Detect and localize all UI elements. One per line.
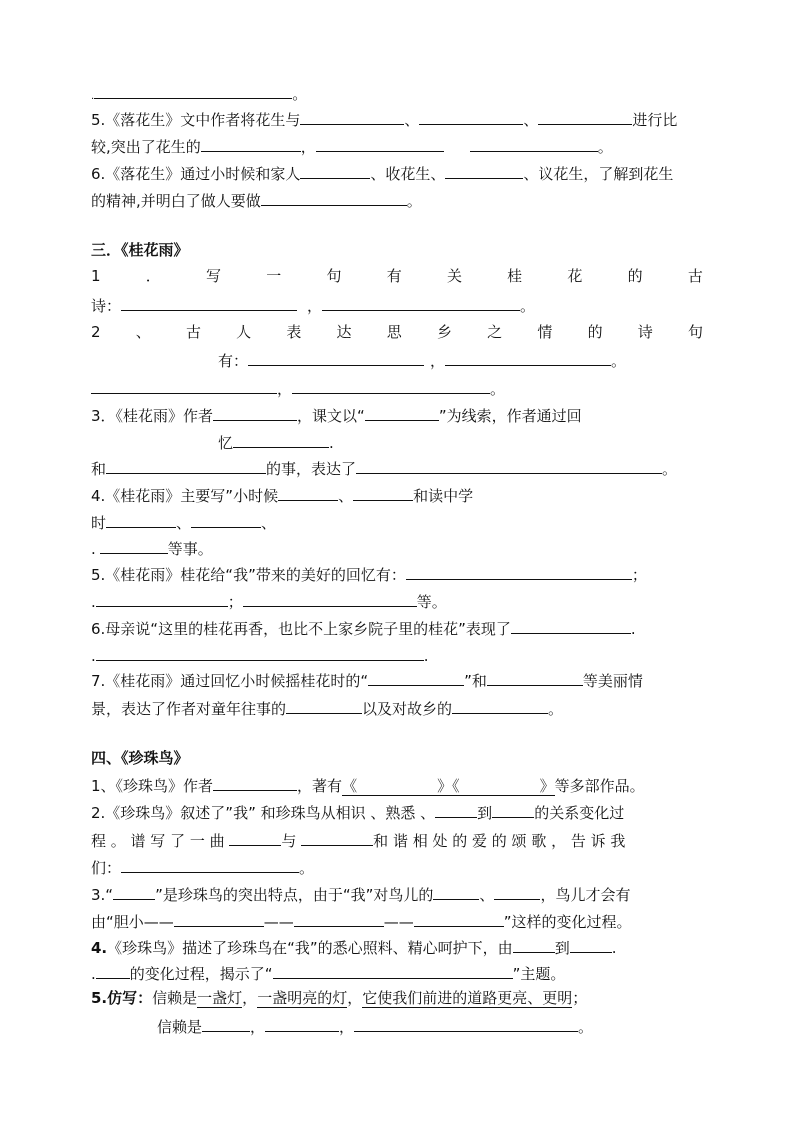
text: . [91, 647, 96, 665]
blank[interactable] [487, 669, 583, 686]
blank[interactable] [300, 108, 404, 125]
char: 诗 [637, 323, 653, 341]
blank[interactable] [419, 108, 523, 125]
char: 表 [286, 323, 302, 341]
s3-q3-line1 [91, 404, 582, 426]
text: ， [250, 1018, 266, 1036]
text: . [630, 620, 636, 638]
s2-q6-line1 [91, 162, 673, 184]
text: 等多部作品。 [554, 777, 645, 795]
char: 、 [135, 323, 151, 341]
s3-q3-line2 [218, 431, 334, 453]
text: 3．《桂花雨》作者 [91, 407, 214, 425]
text: 。 [662, 460, 678, 478]
text: 到 [477, 804, 493, 822]
text: 等。 [416, 593, 447, 611]
text: . [329, 434, 334, 452]
text: 的变化过程，揭示了“ [129, 965, 273, 983]
text: 和读中学 [413, 487, 474, 505]
text: 。 [548, 700, 564, 718]
text: 6.母亲说“这里的桂花再香，也比不上家乡院子里的桂花”表现了 [91, 620, 511, 638]
blank[interactable] [452, 697, 548, 714]
text: ， [339, 1018, 355, 1036]
text: ”主题。 [512, 965, 566, 983]
text: 。 [490, 380, 506, 398]
s3-q2-line2 [218, 349, 626, 371]
s3-q5-line1 [91, 563, 647, 585]
text: 6.《落花生》通过小时候和家人 [91, 165, 301, 183]
blank[interactable] [202, 1015, 250, 1032]
blank[interactable] [100, 537, 168, 554]
text: . [611, 939, 617, 957]
s4-q5-line2 [157, 1015, 593, 1037]
text: ， [300, 138, 316, 156]
text: 的事，表达了 [266, 460, 357, 478]
char: 有 [386, 267, 402, 285]
blank[interactable] [513, 936, 555, 953]
text: 以及对故乡的 [362, 700, 453, 718]
blank[interactable] [261, 189, 407, 206]
blank[interactable] [273, 962, 513, 979]
blank[interactable] [494, 883, 540, 900]
blank[interactable] [433, 883, 479, 900]
text: . [91, 965, 96, 983]
s3-q5-line2 [91, 590, 447, 612]
text: 7.《桂花雨》通过回忆小时候摇桂花时的“ [91, 672, 369, 690]
text: 信赖是 [152, 989, 198, 1007]
section-3-heading: 三．《桂花雨》 [91, 241, 189, 259]
char: 2 [91, 323, 101, 341]
s3-q6-line1 [91, 617, 636, 639]
char: 乡 [436, 323, 452, 341]
text: 》《 [437, 777, 460, 795]
s4-q2-line2 [91, 829, 625, 851]
s3-q1-line1 [91, 266, 703, 288]
s2-q5-line2 [91, 135, 613, 157]
text: 、 [479, 886, 495, 904]
text: ； [227, 593, 243, 611]
char: 人 [236, 323, 252, 341]
text: 有： [218, 352, 249, 370]
s4-q4-line1 [91, 936, 616, 958]
text: 。 [578, 1018, 594, 1036]
text: 。 [520, 297, 536, 315]
blank[interactable] [356, 457, 662, 474]
blank[interactable] [96, 590, 228, 607]
blank[interactable] [213, 774, 297, 791]
text: ； [572, 989, 588, 1007]
text: 忆 [218, 434, 234, 452]
text: 景，表达了作者对童年往事的 [91, 700, 287, 718]
blank[interactable] [406, 563, 632, 580]
blank[interactable] [201, 135, 301, 152]
blank[interactable] [121, 294, 297, 311]
s2-q6-line2 [91, 189, 422, 211]
blank[interactable] [365, 404, 439, 421]
char: 桂 [507, 267, 523, 285]
blank[interactable] [265, 1015, 339, 1032]
text: 、 [404, 111, 420, 129]
book-title-blank-1[interactable] [342, 777, 555, 796]
blank[interactable] [121, 856, 299, 873]
s4-q3-line2 [91, 910, 632, 932]
underlined-text: 它使我们前进的道路更亮、更明 [362, 989, 573, 1007]
text: ， [242, 989, 258, 1007]
text: ”这样的变化过程。 [503, 913, 632, 931]
text: 2.《珍珠鸟》叙述了”我” 和珍珠鸟从相识 、熟悉 、 [91, 804, 436, 822]
s4-q2-line3 [91, 856, 314, 878]
blank[interactable] [96, 962, 130, 979]
blank[interactable] [174, 910, 264, 927]
s4-q4-line2 [91, 962, 565, 984]
text: ，鸟儿才会有 [540, 886, 631, 904]
blank[interactable] [300, 162, 370, 179]
text: 时 [91, 514, 107, 532]
blank[interactable] [414, 910, 504, 927]
char: 思 [386, 323, 402, 341]
blank[interactable] [229, 829, 281, 846]
text: ； [631, 566, 647, 584]
char: 一 [266, 267, 282, 285]
text: 、收花生、 [370, 165, 446, 183]
s3-q2-line1 [91, 322, 703, 344]
text: 诗： [91, 297, 122, 315]
char: 1 [91, 267, 101, 285]
char: 的 [587, 323, 603, 341]
text: ， [347, 989, 363, 1007]
text: 3.“ [91, 886, 114, 904]
text: 5.《桂花雨》桂花给“我”带来的美好的回忆有： [91, 566, 406, 584]
text: . [423, 647, 429, 665]
text: 《 [342, 777, 358, 795]
text: 信赖是 [157, 1018, 203, 1036]
s4-q2-line1 [91, 801, 624, 823]
blank[interactable] [91, 377, 277, 394]
text: 们： [91, 859, 122, 877]
s2-line-0 [91, 82, 307, 104]
text: 等事。 [167, 540, 213, 558]
text: 较,突出了花生的 [91, 138, 201, 156]
text: ， [307, 297, 323, 315]
text: 和 谐 相 处 的 爱 的 颂 歌 ， 告 诉 我 [373, 832, 626, 850]
s3-q7-line1 [91, 669, 643, 691]
char: 写 [206, 267, 222, 285]
text: 》 [539, 777, 555, 795]
text: 5.仿写： [91, 989, 153, 1007]
char: 达 [336, 323, 352, 341]
char: 句 [326, 267, 342, 285]
text: ”是珍珠鸟的突出特点，由于“我”对鸟儿的 [155, 886, 434, 904]
blank[interactable] [113, 883, 155, 900]
text: 4.《桂花雨》主要写”小时候 [91, 487, 279, 505]
text: ，课文以“ [297, 407, 365, 425]
s3-q3-line3 [91, 457, 677, 479]
text: ， [430, 352, 446, 370]
blank[interactable] [292, 377, 490, 394]
text: 《珍珠鸟》描述了珍珠鸟在“我”的悉心照料、精心呵护下，由 [107, 939, 513, 957]
blank[interactable] [470, 135, 598, 152]
blank[interactable] [243, 590, 417, 607]
s2-lead-dot: . [91, 91, 95, 102]
char: 句 [687, 323, 703, 341]
text: 等美丽情 [582, 672, 643, 690]
blank[interactable] [294, 910, 384, 927]
s3-q6-line2 [91, 644, 429, 666]
text: 、 [523, 111, 539, 129]
blank[interactable] [445, 162, 523, 179]
underlined-text: 一盏明亮的灯 [257, 989, 348, 1007]
text: 。 [406, 192, 422, 210]
s4-q1-line [91, 774, 645, 796]
blank[interactable] [353, 484, 413, 501]
text: 4. [91, 939, 108, 957]
text: 。 [597, 138, 613, 156]
text: 1、《珍珠鸟》作者 [91, 777, 214, 795]
s3-q7-line2 [91, 697, 563, 719]
text: 进行比 [632, 111, 678, 129]
text: . [91, 540, 96, 558]
text: . [91, 593, 96, 611]
blank[interactable] [94, 82, 292, 99]
blank[interactable] [278, 484, 338, 501]
char: 古 [687, 267, 703, 285]
s3-q4-line3 [91, 537, 213, 559]
text: —— [383, 913, 414, 931]
text: 由“胆小—— [91, 913, 174, 931]
text: 、议花生，了解到花生 [523, 165, 674, 183]
text: 、 [261, 514, 277, 532]
blank[interactable] [213, 404, 297, 421]
blank[interactable] [435, 801, 477, 818]
text: ，著有 [297, 777, 343, 795]
section-4-heading: 四、《珍珠鸟》 [91, 749, 189, 767]
char: 之 [487, 323, 503, 341]
text: 、 [338, 487, 354, 505]
text: 程 。 谱 写 了 一 曲 [91, 832, 230, 850]
text: 。 [292, 85, 308, 103]
blank[interactable] [301, 829, 373, 846]
s3-q1-line2 [91, 294, 535, 316]
blank[interactable] [233, 431, 329, 448]
char: 情 [537, 323, 553, 341]
blank[interactable] [511, 617, 631, 634]
char: 关 [446, 267, 462, 285]
blank[interactable] [538, 108, 632, 125]
char: 的 [627, 267, 643, 285]
s4-q3-line1 [91, 883, 630, 905]
text: 。 [611, 352, 627, 370]
blank[interactable] [106, 511, 176, 528]
s4-q5-line1 [91, 988, 587, 1010]
blank[interactable] [570, 936, 612, 953]
blank[interactable] [322, 294, 520, 311]
text: —— [263, 913, 294, 931]
underlined-text: 一盏灯 [197, 989, 243, 1007]
char: 古 [185, 323, 201, 341]
blank[interactable] [445, 349, 611, 366]
text: ， [277, 380, 293, 398]
char: ． [145, 267, 161, 285]
s2-q5-line1 [91, 108, 677, 130]
blank[interactable] [248, 349, 424, 366]
blank[interactable] [492, 801, 534, 818]
text: 的精神,并明白了做人要做 [91, 192, 261, 210]
blank[interactable] [354, 1015, 578, 1032]
text: 5.《落花生》文中作者将花生与 [91, 111, 301, 129]
blank[interactable] [368, 669, 464, 686]
s3-q4-line2 [91, 511, 276, 533]
s3-q2-line3 [91, 377, 505, 399]
blank[interactable] [106, 457, 266, 474]
text: ”和 [464, 672, 487, 690]
text: 和 [91, 460, 107, 478]
text: 与 [281, 832, 302, 850]
text: 的关系变化过 [534, 804, 625, 822]
blank[interactable] [286, 697, 362, 714]
char: 花 [567, 267, 583, 285]
blank[interactable] [191, 511, 261, 528]
text: 、 [176, 514, 192, 532]
blank[interactable] [96, 644, 424, 661]
text: ”为线索，作者通过回 [438, 407, 582, 425]
text: 。 [299, 859, 315, 877]
s3-q4-line1 [91, 484, 473, 506]
text: 到 [554, 939, 570, 957]
blank[interactable] [316, 135, 444, 152]
